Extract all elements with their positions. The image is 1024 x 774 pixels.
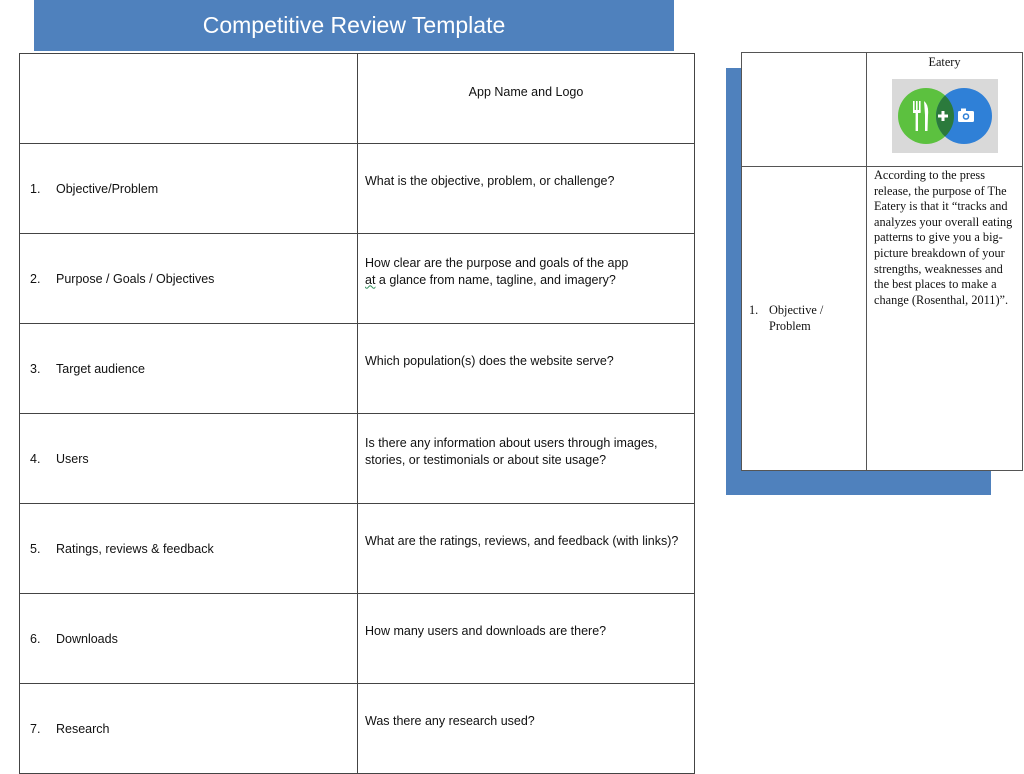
- example-row-number: 1.: [749, 302, 759, 317]
- row-label-cell: [20, 414, 358, 504]
- row-question-cell: [358, 234, 695, 324]
- row-label-cell: [20, 504, 358, 594]
- row-question: [365, 255, 687, 289]
- eatery-example-table: [741, 52, 1023, 471]
- header-app-name-label: App Name and Logo: [468, 84, 584, 99]
- row-question: What is the objective, problem, or challenge?: [365, 174, 615, 188]
- table-row: [20, 684, 695, 774]
- row-label: Users: [56, 451, 89, 466]
- row-number: 5.: [30, 541, 41, 556]
- slide-title-banner: [34, 0, 674, 51]
- header-empty-cell: [20, 54, 358, 144]
- example-app-cell: [867, 53, 1023, 167]
- spellcheck-marked-word: at: [365, 272, 376, 287]
- row-number: 3.: [30, 361, 41, 376]
- table-row: [20, 324, 695, 414]
- row-label: Ratings, reviews & feedback: [56, 541, 214, 556]
- row-label: Objective/Problem: [56, 181, 159, 196]
- row-question-line1: How clear are the purpose and goals of the app: [365, 255, 629, 270]
- row-question: Was there any research used?: [365, 714, 535, 728]
- row-label: Purpose / Goals / Objectives: [56, 271, 215, 286]
- header-app-name-cell: [358, 54, 695, 144]
- example-description: According to the press release, the purpose of The Eatery is that it “tracks and analyzes your overall eating patterns to give you a big-picture breakdown of your strengths, weaknesses and the best places to make a change (Rosenthal, 2011)”.: [874, 168, 1013, 307]
- row-question: What are the ratings, reviews, and feedback (with links)?: [365, 534, 679, 548]
- row-question-cell: [358, 594, 695, 684]
- example-row: [742, 167, 1023, 471]
- row-label-cell: [20, 144, 358, 234]
- example-empty-cell: [742, 53, 867, 167]
- example-app-name: Eatery: [928, 55, 961, 69]
- table-row: [20, 594, 695, 684]
- example-description-cell: [867, 167, 1023, 471]
- row-label-cell: [20, 684, 358, 774]
- row-number: 7.: [30, 721, 41, 736]
- example-label-cell: [742, 167, 867, 471]
- row-number: 2.: [30, 271, 41, 286]
- row-question-cell: [358, 504, 695, 594]
- example-row-label: Objective / Problem: [769, 302, 824, 333]
- example-header-row: [742, 53, 1023, 167]
- table-row: [20, 144, 695, 234]
- eatery-logo-icon: [892, 79, 998, 153]
- row-question-cell: [358, 414, 695, 504]
- row-question-cell: [358, 684, 695, 774]
- row-question: Is there any information about users through images, stories, or testimonials or about site usage?: [365, 435, 658, 467]
- table-row: [20, 234, 695, 324]
- competitive-review-table: [19, 53, 695, 774]
- row-number: 6.: [30, 631, 41, 646]
- row-label: Downloads: [56, 631, 118, 646]
- row-label-cell: [20, 594, 358, 684]
- row-label: Research: [56, 721, 110, 736]
- row-question-line2: a glance from name, tagline, and imagery?: [375, 272, 616, 287]
- row-number: 4.: [30, 451, 41, 466]
- row-label-cell: [20, 324, 358, 414]
- row-label-cell: [20, 234, 358, 324]
- row-question: How many users and downloads are there?: [365, 624, 607, 638]
- eatery-logo-graphic: [892, 79, 998, 153]
- row-question-cell: [358, 144, 695, 234]
- row-label: Target audience: [56, 361, 145, 376]
- table-header-row: [20, 54, 695, 144]
- slide-title: Competitive Review Template: [202, 12, 506, 38]
- table-row: [20, 504, 695, 594]
- row-question: Which population(s) does the website serve?: [365, 354, 614, 368]
- row-question-cell: [358, 324, 695, 414]
- table-row: [20, 414, 695, 504]
- row-number: 1.: [30, 181, 41, 196]
